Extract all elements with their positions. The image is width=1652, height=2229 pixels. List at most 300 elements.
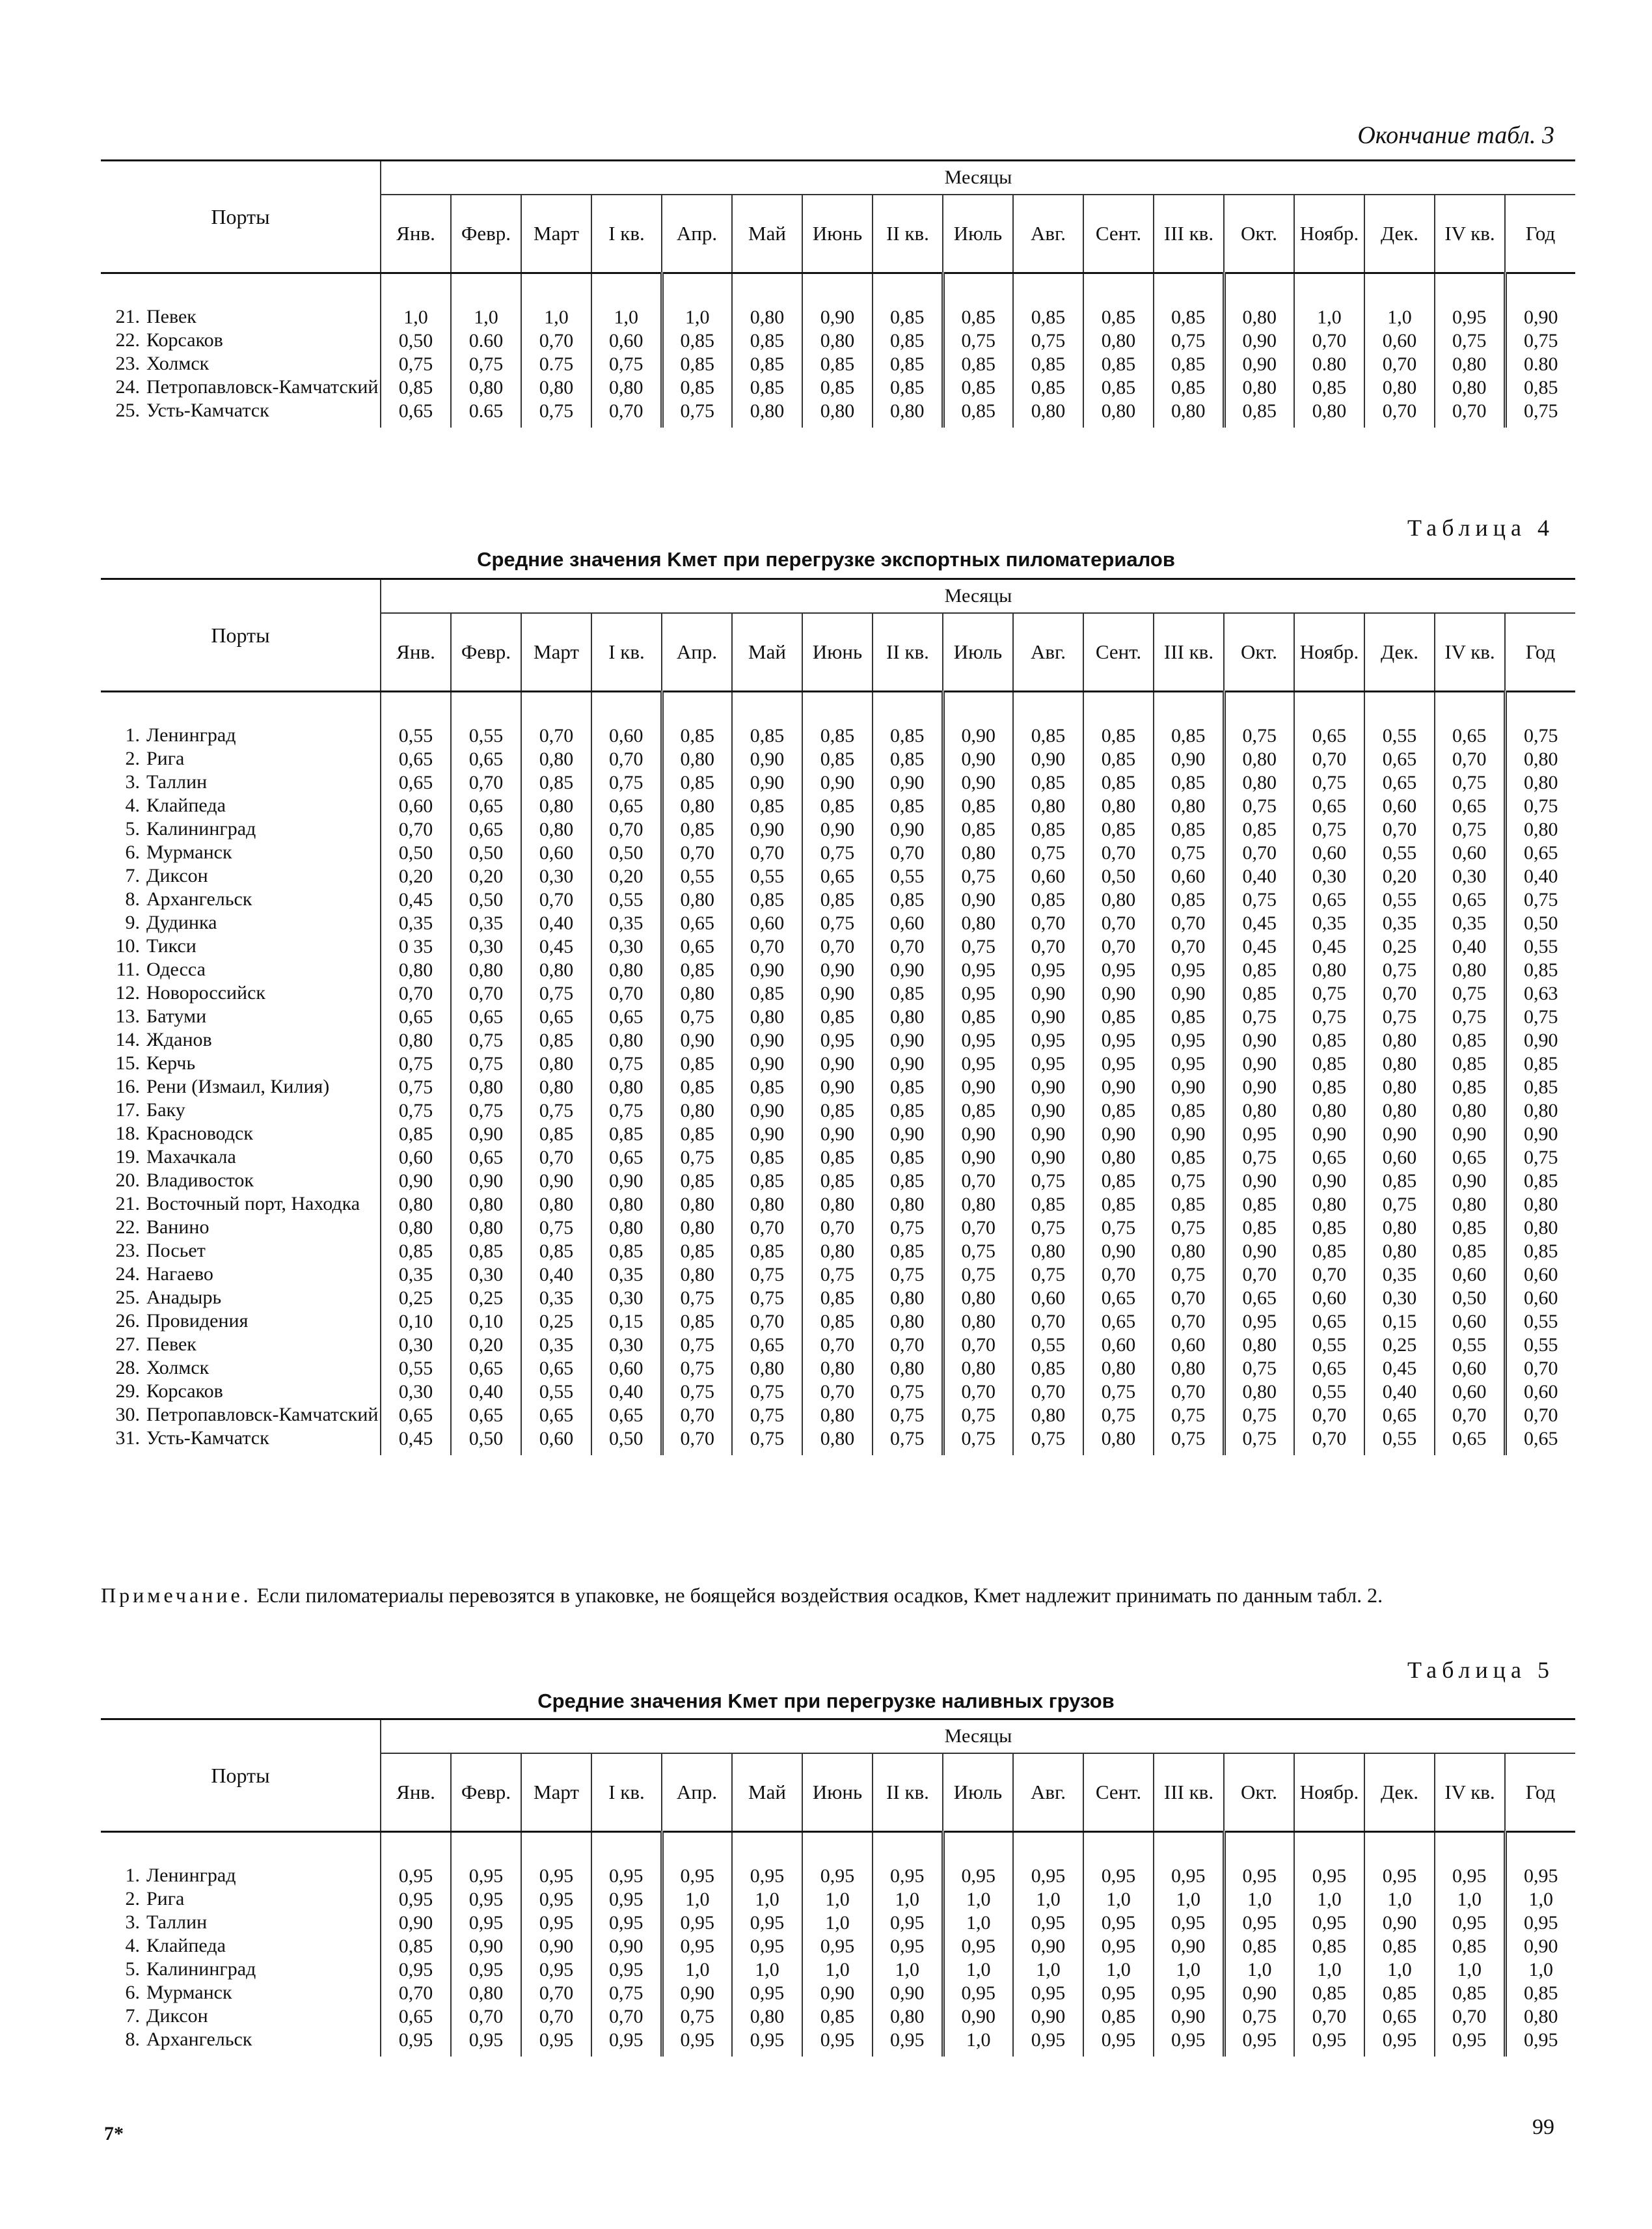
value-cell: 0,85 — [1013, 1191, 1083, 1214]
column-header: Сент. — [1083, 195, 1154, 273]
row-number: 3. — [125, 1911, 140, 1933]
value-cell: 0,85 — [1154, 1097, 1224, 1121]
value-cell: 0,80 — [873, 1355, 943, 1378]
table-row — [101, 863, 1575, 886]
value-cell: 0,70 — [1154, 1308, 1224, 1332]
value-cell: 0,80 — [1505, 2003, 1575, 2027]
table-row — [101, 1285, 1575, 1308]
value-cell: 0,85 — [873, 351, 943, 374]
row-number: 8. — [125, 2028, 140, 2050]
port-cell — [101, 1214, 381, 1238]
value-cell: 0,95 — [1083, 957, 1154, 980]
value-cell: 0,75 — [1154, 1402, 1224, 1425]
column-header: I кв. — [591, 1753, 662, 1832]
value-cell: 0,95 — [802, 2027, 873, 2057]
value-cell: 0,75 — [802, 840, 873, 863]
value-cell: 0,30 — [381, 1332, 451, 1355]
port-cell — [101, 692, 381, 746]
value-cell: 0,80 — [451, 1980, 521, 2003]
table-row — [101, 2003, 1575, 2027]
value-cell: 0,80 — [802, 398, 873, 428]
value-cell: 0,95 — [1013, 1832, 1083, 1887]
value-cell: 0,80 — [1435, 351, 1505, 374]
row-number: 19. — [115, 1145, 140, 1168]
value-cell: 0,70 — [873, 840, 943, 863]
value-cell: 0,60 — [1435, 1261, 1505, 1285]
value-cell: 0,70 — [381, 980, 451, 1004]
value-cell: 0,90 — [521, 1933, 591, 1956]
value-cell: 0,85 — [732, 793, 802, 816]
port-cell — [101, 1378, 381, 1402]
row-number: 3. — [125, 771, 140, 793]
row-number: 11. — [116, 958, 140, 980]
column-header: Июль — [943, 1753, 1013, 1832]
table-row — [101, 1144, 1575, 1168]
value-cell: 0,85 — [1224, 957, 1294, 980]
port-name: Ленинград — [146, 1864, 236, 1886]
value-cell: 0,85 — [662, 327, 732, 351]
value-cell: 0,35 — [1364, 1261, 1435, 1285]
value-cell: 0,85 — [662, 351, 732, 374]
value-cell: 0,85 — [732, 886, 802, 910]
value-cell: 0,75 — [451, 1027, 521, 1050]
row-number: 5. — [125, 1958, 140, 1980]
value-cell: 0,65 — [381, 746, 451, 769]
value-cell: 0,75 — [1505, 1004, 1575, 1027]
value-cell: 0,80 — [591, 957, 662, 980]
value-cell: 0,85 — [943, 1004, 1013, 1027]
value-cell: 0,40 — [451, 1378, 521, 1402]
column-header: I кв. — [591, 195, 662, 273]
value-cell: 0,95 — [591, 1956, 662, 1980]
value-cell: 0,80 — [943, 910, 1013, 933]
column-header: Окт. — [1224, 1753, 1294, 1832]
continuation-title: Окончание табл. 3 — [1357, 122, 1554, 149]
value-cell: 0,90 — [1505, 273, 1575, 328]
row-number: 15. — [115, 1052, 140, 1074]
port-name: Корсаков — [146, 1380, 223, 1402]
value-cell: 0,95 — [521, 1832, 591, 1887]
value-cell: 0,70 — [451, 980, 521, 1004]
row-number: 25. — [115, 399, 140, 421]
column-header: Дек. — [1364, 613, 1435, 692]
value-cell: 0,95 — [1154, 1050, 1224, 1074]
column-header: Июнь — [802, 613, 873, 692]
port-cell — [101, 886, 381, 910]
page-number: 99 — [1532, 2115, 1554, 2139]
port-cell — [101, 746, 381, 769]
value-cell: 0,90 — [1013, 1004, 1083, 1027]
value-cell: 0,85 — [943, 793, 1013, 816]
value-cell: 0,80 — [732, 398, 802, 428]
value-cell: 0,85 — [1505, 957, 1575, 980]
table-row — [101, 769, 1575, 793]
value-cell: 0,95 — [381, 1886, 451, 1909]
value-cell: 0,80 — [1083, 1425, 1154, 1455]
value-cell: 0,85 — [662, 1074, 732, 1097]
value-cell: 0,90 — [943, 769, 1013, 793]
value-cell: 0,85 — [1083, 769, 1154, 793]
port-cell — [101, 816, 381, 840]
value-cell: 0,80 — [521, 957, 591, 980]
column-header: Янв. — [381, 1753, 451, 1832]
value-cell: 0,95 — [662, 1832, 732, 1887]
column-header: Май — [732, 613, 802, 692]
value-cell: 0,85 — [1435, 1238, 1505, 1261]
value-cell: 0,60 — [521, 840, 591, 863]
value-cell: 0,85 — [1294, 1933, 1364, 1956]
value-cell: 0,80 — [943, 840, 1013, 863]
value-cell: 0,80 — [381, 1191, 451, 1214]
value-cell: 0,90 — [1013, 1121, 1083, 1144]
value-cell: 0,80 — [591, 1027, 662, 1050]
value-cell: 1,0 — [943, 1956, 1013, 1980]
column-header: Сент. — [1083, 1753, 1154, 1832]
value-cell: 0,80 — [873, 398, 943, 428]
value-cell: 0,80 — [1154, 1355, 1224, 1378]
column-header: III кв. — [1154, 1753, 1224, 1832]
table-row — [101, 1933, 1575, 1956]
value-cell: 0,95 — [381, 1832, 451, 1887]
value-cell: 0,85 — [873, 1097, 943, 1121]
value-cell: 0,80 — [1294, 1097, 1364, 1121]
column-header: Авг. — [1013, 1753, 1083, 1832]
value-cell: 0,75 — [1224, 1402, 1294, 1425]
value-cell: 0,85 — [943, 351, 1013, 374]
value-cell: 0,75 — [1435, 1004, 1505, 1027]
value-cell: 0,90 — [451, 1121, 521, 1144]
value-cell: 0,75 — [451, 1097, 521, 1121]
value-cell: 0,80 — [1364, 1214, 1435, 1238]
value-cell: 0,90 — [732, 1027, 802, 1050]
value-cell: 0,65 — [1505, 840, 1575, 863]
value-cell: 0,60 — [1013, 863, 1083, 886]
value-cell: 0,85 — [662, 374, 732, 398]
value-cell: 1,0 — [1013, 1956, 1083, 1980]
port-cell — [101, 1004, 381, 1027]
value-cell: 1,0 — [1435, 1956, 1505, 1980]
value-cell: 0,80 — [451, 1191, 521, 1214]
value-cell: 0,85 — [873, 746, 943, 769]
value-cell: 0,85 — [662, 692, 732, 746]
table-5-label: Таблица 5 — [1407, 1657, 1554, 1683]
value-cell: 0,95 — [1435, 1909, 1505, 1933]
table-row — [101, 910, 1575, 933]
value-cell: 0,85 — [802, 1144, 873, 1168]
value-cell: 0,90 — [1224, 1980, 1294, 2003]
value-cell: 0,70 — [943, 1378, 1013, 1402]
value-cell: 0,80 — [1294, 957, 1364, 980]
value-cell: 0,40 — [1435, 933, 1505, 957]
port-cell — [101, 863, 381, 886]
value-cell: 0,85 — [662, 1308, 732, 1332]
value-cell: 0,70 — [1224, 840, 1294, 863]
port-name: Дудинка — [146, 911, 217, 933]
value-cell: 0,85 — [1505, 374, 1575, 398]
value-cell: 0,70 — [1294, 2003, 1364, 2027]
value-cell: 0,90 — [1505, 1121, 1575, 1144]
value-cell: 0,85 — [802, 2003, 873, 2027]
value-cell: 0,80 — [521, 1050, 591, 1074]
value-cell: 0,65 — [1435, 1144, 1505, 1168]
table-row — [101, 1121, 1575, 1144]
value-cell: 0,55 — [1294, 1332, 1364, 1355]
value-cell: 0,45 — [381, 1425, 451, 1455]
row-number: 7. — [125, 864, 140, 886]
value-cell: 0,95 — [1083, 1909, 1154, 1933]
value-cell: 0,90 — [1294, 1168, 1364, 1191]
value-cell: 0,95 — [1224, 2027, 1294, 2057]
value-cell: 0,75 — [1154, 840, 1224, 863]
table-row — [101, 1886, 1575, 1909]
port-name: Владивосток — [146, 1169, 254, 1191]
value-cell: 0,15 — [1364, 1308, 1435, 1332]
value-cell: 0,70 — [591, 816, 662, 840]
value-cell: 0,90 — [1224, 1050, 1294, 1074]
value-cell: 0,95 — [1083, 1832, 1154, 1887]
value-cell: 0,60 — [591, 1355, 662, 1378]
value-cell: 0,90 — [802, 273, 873, 328]
table-row — [101, 2027, 1575, 2057]
value-cell: 0,85 — [1013, 273, 1083, 328]
table-row — [101, 957, 1575, 980]
value-cell: 0,95 — [1013, 1980, 1083, 2003]
value-cell: 0,80 — [1224, 374, 1294, 398]
value-cell: 0,70 — [521, 327, 591, 351]
table-row — [101, 374, 1575, 398]
value-cell: 0,75 — [662, 1332, 732, 1355]
value-cell: 0,80 — [521, 1191, 591, 1214]
value-cell: 0,80 — [1083, 327, 1154, 351]
value-cell: 0,90 — [591, 1933, 662, 1956]
value-cell: 0,80 — [802, 1425, 873, 1455]
port-cell — [101, 840, 381, 863]
port-cell — [101, 1285, 381, 1308]
value-cell: 0,85 — [873, 1168, 943, 1191]
value-cell: 0,95 — [451, 2027, 521, 2057]
value-cell: 0,95 — [1154, 1909, 1224, 1933]
value-cell: 0,75 — [1154, 1425, 1224, 1455]
column-header-months: Месяцы — [381, 579, 1575, 614]
value-cell: 0,70 — [873, 933, 943, 957]
value-cell: 0,95 — [1505, 2027, 1575, 2057]
port-name: Рига — [146, 1887, 185, 1909]
value-cell: 0,65 — [662, 933, 732, 957]
value-cell: 0,95 — [1154, 1832, 1224, 1887]
column-header: III кв. — [1154, 613, 1224, 692]
value-cell: 0,30 — [591, 933, 662, 957]
value-cell: 0,75 — [1435, 816, 1505, 840]
value-cell: 0,70 — [1435, 398, 1505, 428]
value-cell: 0,75 — [521, 1214, 591, 1238]
value-cell: 0,75 — [381, 1050, 451, 1074]
value-cell: 0,20 — [381, 863, 451, 886]
port-cell — [101, 374, 381, 398]
port-name: Петропавловск-Камчатский — [146, 1403, 379, 1425]
value-cell: 0,85 — [521, 1027, 591, 1050]
value-cell: 0,85 — [451, 1238, 521, 1261]
value-cell: 0,70 — [521, 692, 591, 746]
port-name: Диксон — [146, 2004, 208, 2027]
value-cell: 0,95 — [451, 1956, 521, 1980]
value-cell: 0,95 — [381, 1956, 451, 1980]
value-cell: 0,85 — [1224, 1191, 1294, 1214]
value-cell: 0,60 — [1294, 840, 1364, 863]
table-row — [101, 1191, 1575, 1214]
value-cell: 0,85 — [802, 351, 873, 374]
value-cell: 0,80 — [1013, 1402, 1083, 1425]
value-cell: 0,95 — [1435, 2027, 1505, 2057]
value-cell: 0,75 — [873, 1214, 943, 1238]
port-cell — [101, 1027, 381, 1050]
value-cell: 0,85 — [662, 769, 732, 793]
value-cell: 0,75 — [1154, 327, 1224, 351]
value-cell: 0,70 — [591, 746, 662, 769]
value-cell: 0,85 — [1083, 746, 1154, 769]
value-cell: 0,60 — [1083, 1332, 1154, 1355]
value-cell: 0,80 — [1224, 1332, 1294, 1355]
value-cell: 0,65 — [451, 793, 521, 816]
value-cell: 0,85 — [1154, 1144, 1224, 1168]
value-cell: 0,90 — [1013, 2003, 1083, 2027]
value-cell: 0,75 — [943, 1238, 1013, 1261]
value-cell: 0,80 — [873, 1004, 943, 1027]
value-cell: 0,70 — [1013, 1308, 1083, 1332]
value-cell: 1,0 — [1364, 1886, 1435, 1909]
table-row — [101, 886, 1575, 910]
value-cell: 0,60 — [1294, 1285, 1364, 1308]
table-row — [101, 273, 1575, 328]
port-name: Таллин — [146, 771, 208, 793]
port-name: Клайпеда — [146, 794, 226, 816]
column-header: Ноябр. — [1294, 1753, 1364, 1832]
value-cell: 0,85 — [732, 980, 802, 1004]
value-cell: 0,75 — [943, 1261, 1013, 1285]
note-label: Примечание. — [101, 1583, 252, 1607]
value-cell: 0,75 — [1435, 769, 1505, 793]
value-cell: 0,95 — [732, 2027, 802, 2057]
value-cell: 0,85 — [943, 374, 1013, 398]
value-cell: 0,90 — [802, 816, 873, 840]
port-name: Анадырь — [146, 1286, 222, 1308]
value-cell: 0,60 — [1154, 863, 1224, 886]
value-cell: 1,0 — [1505, 1956, 1575, 1980]
value-cell: 0,85 — [1435, 1933, 1505, 1956]
value-cell: 0,65 — [1435, 692, 1505, 746]
value-cell: 0,85 — [802, 746, 873, 769]
value-cell: 0,65 — [1435, 793, 1505, 816]
column-header: II кв. — [873, 613, 943, 692]
value-cell: 0,60 — [1505, 1261, 1575, 1285]
column-header: Окт. — [1224, 613, 1294, 692]
value-cell: 0,90 — [1364, 1121, 1435, 1144]
value-cell: 0,75 — [1013, 1261, 1083, 1285]
port-cell — [101, 1144, 381, 1168]
value-cell: 0,60 — [1435, 1378, 1505, 1402]
value-cell: 0,75 — [521, 1097, 591, 1121]
port-cell — [101, 1402, 381, 1425]
port-name: Нагаево — [146, 1263, 213, 1285]
value-cell: 0,85 — [802, 1097, 873, 1121]
value-cell: 0,70 — [381, 1980, 451, 2003]
value-cell: 0,85 — [1013, 769, 1083, 793]
value-cell: 0,70 — [662, 840, 732, 863]
port-cell — [101, 2003, 381, 2027]
port-cell — [101, 1933, 381, 1956]
value-cell: 0,60 — [1364, 793, 1435, 816]
value-cell: 0,70 — [1154, 933, 1224, 957]
value-cell: 0,80 — [732, 2003, 802, 2027]
value-cell: 0,90 — [732, 1050, 802, 1074]
value-cell: 0,85 — [1294, 1238, 1364, 1261]
value-cell: 0,85 — [591, 1238, 662, 1261]
value-cell: 0,70 — [1013, 910, 1083, 933]
row-number: 9. — [125, 911, 140, 933]
value-cell: 0,75 — [1224, 1004, 1294, 1027]
value-cell: 0,95 — [451, 1886, 521, 1909]
port-name: Керчь — [146, 1052, 196, 1074]
value-cell: 0,80 — [662, 793, 732, 816]
value-cell: 0,85 — [1013, 1355, 1083, 1378]
value-cell: 1,0 — [1224, 1886, 1294, 1909]
value-cell: 0,35 — [1294, 910, 1364, 933]
value-cell: 0,95 — [1013, 1027, 1083, 1050]
value-cell: 0,90 — [1364, 1909, 1435, 1933]
value-cell: 0,90 — [802, 769, 873, 793]
value-cell: 0,80 — [451, 374, 521, 398]
value-cell: 1,0 — [802, 1909, 873, 1933]
value-cell: 0,65 — [451, 1144, 521, 1168]
value-cell: 0,80 — [802, 1402, 873, 1425]
value-cell: 0,75 — [451, 1050, 521, 1074]
value-cell: 0,70 — [1505, 1355, 1575, 1378]
value-cell: 0,55 — [1505, 933, 1575, 957]
row-number: 6. — [125, 841, 140, 863]
value-cell: 0,85 — [802, 793, 873, 816]
value-cell: 0,95 — [1154, 957, 1224, 980]
table-row — [101, 1332, 1575, 1355]
value-cell: 0,80 — [1435, 957, 1505, 980]
value-cell: 0,80 — [591, 374, 662, 398]
value-cell: 0,75 — [591, 769, 662, 793]
value-cell: 0,55 — [1364, 1425, 1435, 1455]
value-cell: 0,75 — [662, 1144, 732, 1168]
value-cell: 0,80 — [1083, 398, 1154, 428]
table-row — [101, 1050, 1575, 1074]
value-cell: 0,85 — [802, 1168, 873, 1191]
port-name: Махачкала — [146, 1145, 236, 1168]
value-cell: 0,85 — [1224, 1214, 1294, 1238]
value-cell: 0,85 — [873, 273, 943, 328]
value-cell: 0,85 — [1364, 1933, 1435, 1956]
value-cell: 0,80 — [873, 1308, 943, 1332]
value-cell: 0,95 — [873, 1909, 943, 1933]
port-name: Певек — [146, 1333, 196, 1355]
value-cell: 0,85 — [873, 692, 943, 746]
column-header: II кв. — [873, 195, 943, 273]
column-header: Год — [1505, 613, 1575, 692]
value-cell: 0,95 — [943, 1027, 1013, 1050]
port-name: Рига — [146, 747, 185, 769]
value-cell: 0,85 — [1154, 1004, 1224, 1027]
value-cell: 0,90 — [943, 1144, 1013, 1168]
value-cell: 0,80 — [662, 746, 732, 769]
row-number: 24. — [115, 1263, 140, 1285]
value-cell: 0,90 — [1154, 746, 1224, 769]
value-cell: 0,75 — [451, 351, 521, 374]
value-cell: 0,65 — [802, 863, 873, 886]
port-name: Баку — [146, 1099, 185, 1121]
